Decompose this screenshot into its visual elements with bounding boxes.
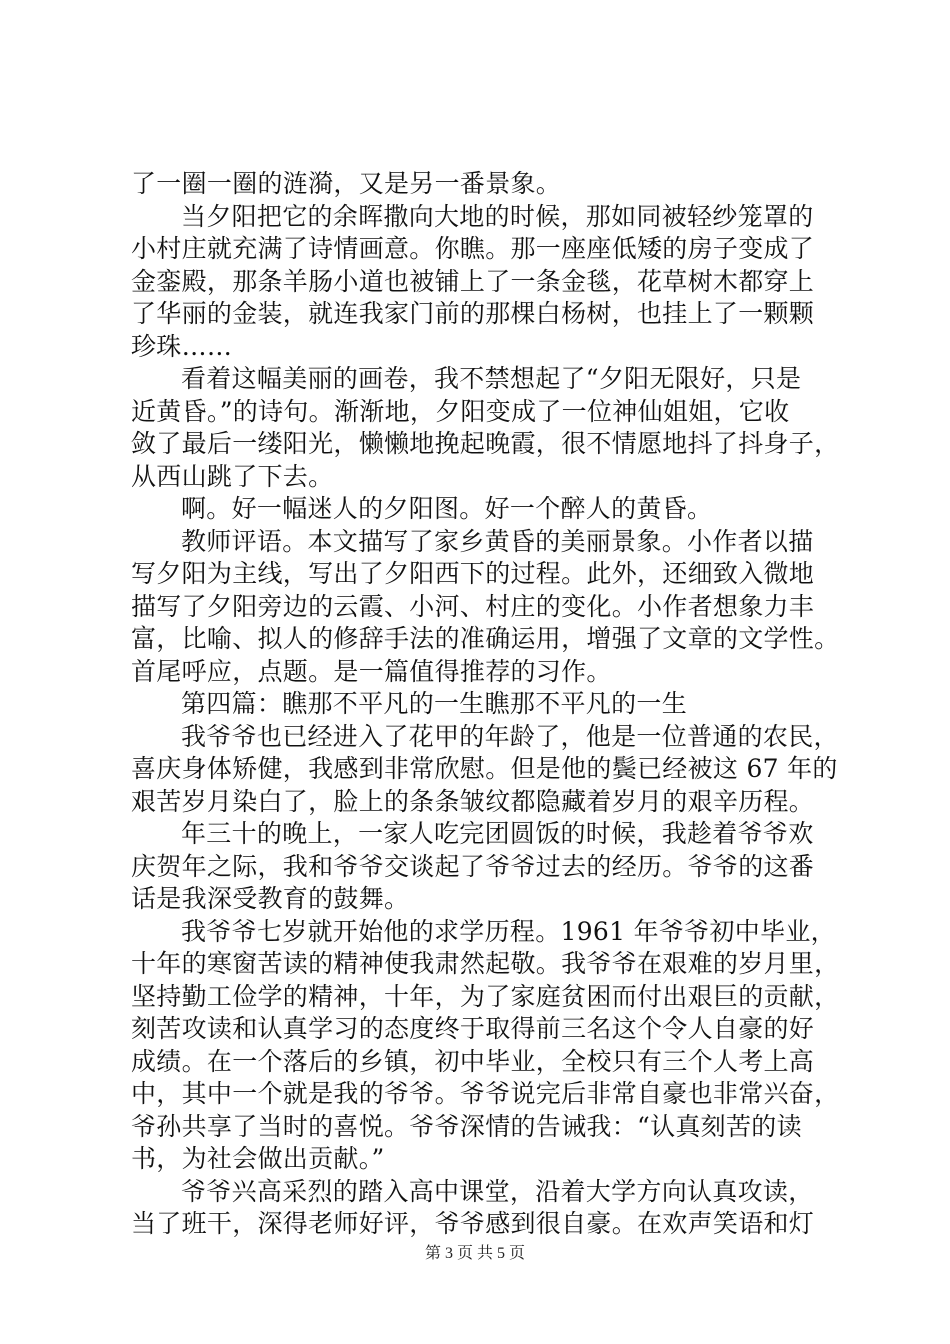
text-line: 爷孙共享了当时的喜悦。爷爷深情的告诫我：“认真刻苦的读 <box>131 1111 802 1141</box>
text-line: 近黄昏。”的诗句。渐渐地，夕阳变成了一位神仙姐姐，它收 <box>131 396 790 426</box>
text-line: 十年的寒窗苦读的精神使我肃然起敬。我爷爷在艰难的岁月里， <box>131 949 840 978</box>
text-line: 书，为社会做出贡献。” <box>131 1144 385 1173</box>
text-line: 喜庆身体矫健，我感到非常欣慰。但是他的鬓已经被这 67 年的 <box>131 754 838 783</box>
text-line: 成绩。在一个落后的乡镇，初中毕业，全校只有三个人考上高 <box>131 1046 815 1076</box>
text-line: 敛了最后一缕阳光，懒懒地挽起晚霞，很不情愿地抖了抖身子， <box>131 429 840 458</box>
text-line: 刻苦攻读和认真学习的态度终于取得前三名这个令人自豪的好 <box>131 1014 815 1043</box>
text-line: 艰苦岁月染白了，脸上的条条皱纹都隐藏着岁月的艰辛历程。 <box>131 786 815 816</box>
text-line: 第四篇：瞧那不平凡的一生瞧那不平凡的一生 <box>181 689 688 718</box>
text-line: 描写了夕阳旁边的云霞、小河、村庄的变化。小作者想象力丰 <box>131 591 815 621</box>
body-text <box>131 168 840 1241</box>
text-line: 珍珠…… <box>131 331 233 361</box>
text-line: 写夕阳为主线，写出了夕阳西下的过程。此外，还细致入微地 <box>131 559 815 588</box>
text-line: 中，其中一个就是我的爷爷。爷爷说完后非常自豪也非常兴奋， <box>131 1079 840 1108</box>
text-line: 爷爷兴高采烈的踏入高中课堂，沿着大学方向认真攻读， <box>181 1176 814 1206</box>
text-line: 金銮殿，那条羊肠小道也被铺上了一条金毯，花草树木都穿上 <box>131 266 815 296</box>
text-line: 啊。好一幅迷人的夕阳图。好一个醉人的黄昏。 <box>181 494 713 523</box>
text-line: 教师评语。本文描写了家乡黄昏的美丽景象。小作者以描 <box>181 526 814 556</box>
text-line: 富，比喻、拟人的修辞手法的准确运用，增强了文章的文学性。 <box>131 624 840 653</box>
text-line: 我爷爷也已经进入了花甲的年龄了，他是一位普通的农民， <box>181 721 839 751</box>
text-line: 了一圈一圈的涟漪，又是另一番景象。 <box>131 169 562 198</box>
page-footer: 第 3 页 共 5 页 <box>424 1245 525 1262</box>
text-line: 看着这幅美丽的画卷，我不禁想起了“夕阳无限好，只是 <box>181 364 802 393</box>
text-line: 庆贺年之际，我和爷爷交谈起了爷爷过去的经历。爷爷的这番 <box>131 851 815 881</box>
text-line: 当了班干，深得老师好评，爷爷感到很自豪。在欢声笑语和灯 <box>131 1209 815 1238</box>
text-line: 坚持勤工俭学的精神，十年，为了家庭贫困而付出艰巨的贡献， <box>131 981 840 1011</box>
text-line: 首尾呼应，点题。是一篇值得推荐的习作。 <box>131 656 612 686</box>
text-line: 小村庄就充满了诗情画意。你瞧。那一座座低矮的房子变成了 <box>131 234 815 263</box>
text-line: 了华丽的金装，就连我家门前的那棵白杨树，也挂上了一颗颗 <box>131 299 815 328</box>
text-line: 从西山跳了下去。 <box>131 461 334 491</box>
text-line: 年三十的晚上，一家人吃完团圆饭的时候，我趁着爷爷欢 <box>181 819 814 848</box>
text-line: 我爷爷七岁就开始他的求学历程。1961 年爷爷初中毕业， <box>181 916 836 946</box>
text-line: 话是我深受教育的鼓舞。 <box>131 884 410 913</box>
text-line: 当夕阳把它的余晖撒向大地的时候，那如同被轻纱笼罩的 <box>181 201 814 231</box>
